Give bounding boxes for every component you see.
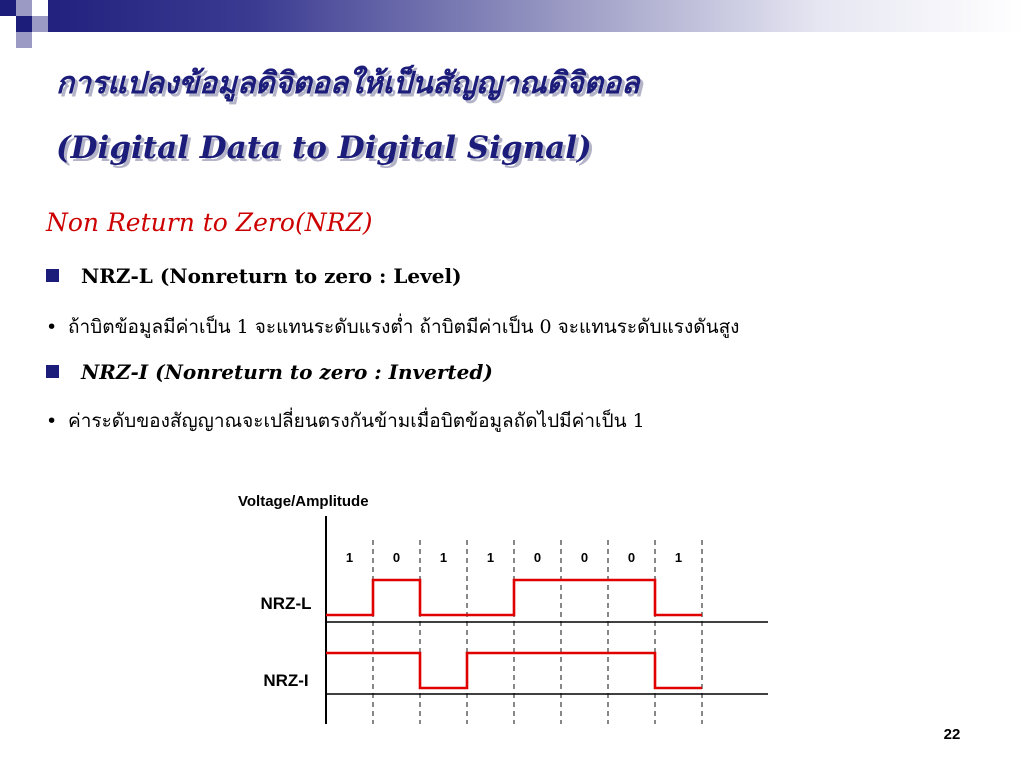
bullet-text: ถ้าบิตข้อมูลมีค่าเป็น 1 จะแทนระดับแรงต่ำ ถ้าบิตมีค่าเป็น 0 จะแทนระดับแรงดันสูง <box>68 316 740 338</box>
bullet-item <box>46 406 645 436</box>
header-gradient-band <box>0 0 1024 32</box>
square-bullet-icon <box>46 269 59 282</box>
bullet-text: NRZ-L (Nonreturn to zero : Level) <box>81 264 462 288</box>
bit-label: 0 <box>392 550 401 565</box>
bullet-item <box>46 264 462 288</box>
deco-square <box>16 0 32 16</box>
signal-waveform <box>326 580 702 615</box>
slide-title-english: (Digital Data to Digital Signal) <box>56 130 592 166</box>
bit-label: 1 <box>345 550 354 565</box>
deco-square <box>16 16 32 32</box>
deco-square <box>32 0 48 16</box>
deco-square <box>0 0 16 16</box>
page-number: 22 <box>943 726 961 743</box>
nrz-signal-diagram <box>230 486 775 726</box>
bullet-item <box>46 312 739 342</box>
bit-label: 0 <box>580 550 589 565</box>
deco-square <box>16 32 32 48</box>
y-axis-label: Voltage/Amplitude <box>238 493 369 510</box>
signal-row-label: NRZ-L <box>260 594 312 613</box>
bit-label: 0 <box>533 550 542 565</box>
bullet-text: NRZ-I (Nonreturn to zero : Inverted) <box>81 360 493 384</box>
dot-bullet-icon: • <box>46 316 58 338</box>
nrz-signal-svg <box>230 486 775 726</box>
square-bullet-icon <box>46 365 59 378</box>
bullet-item <box>46 360 493 384</box>
slide-title-thai: การแปลงข้อมูลดิจิตอลให้เป็นสัญญาณดิจิตอล <box>56 66 640 101</box>
bit-label: 0 <box>627 550 636 565</box>
dot-bullet-icon: • <box>46 410 58 432</box>
bullet-text: ค่าระดับของสัญญาณจะเปลี่ยนตรงกันข้ามเมื่อบิตข้อมูลถัดไปมีค่าเป็น 1 <box>68 410 645 432</box>
deco-square <box>32 16 48 32</box>
deco-square <box>0 16 16 32</box>
signal-row-label: NRZ-I <box>263 671 309 690</box>
bit-label: 1 <box>674 550 683 565</box>
section-subtitle: Non Return to Zero(NRZ) <box>46 208 373 237</box>
bit-label: 1 <box>439 550 448 565</box>
bit-label: 1 <box>486 550 495 565</box>
